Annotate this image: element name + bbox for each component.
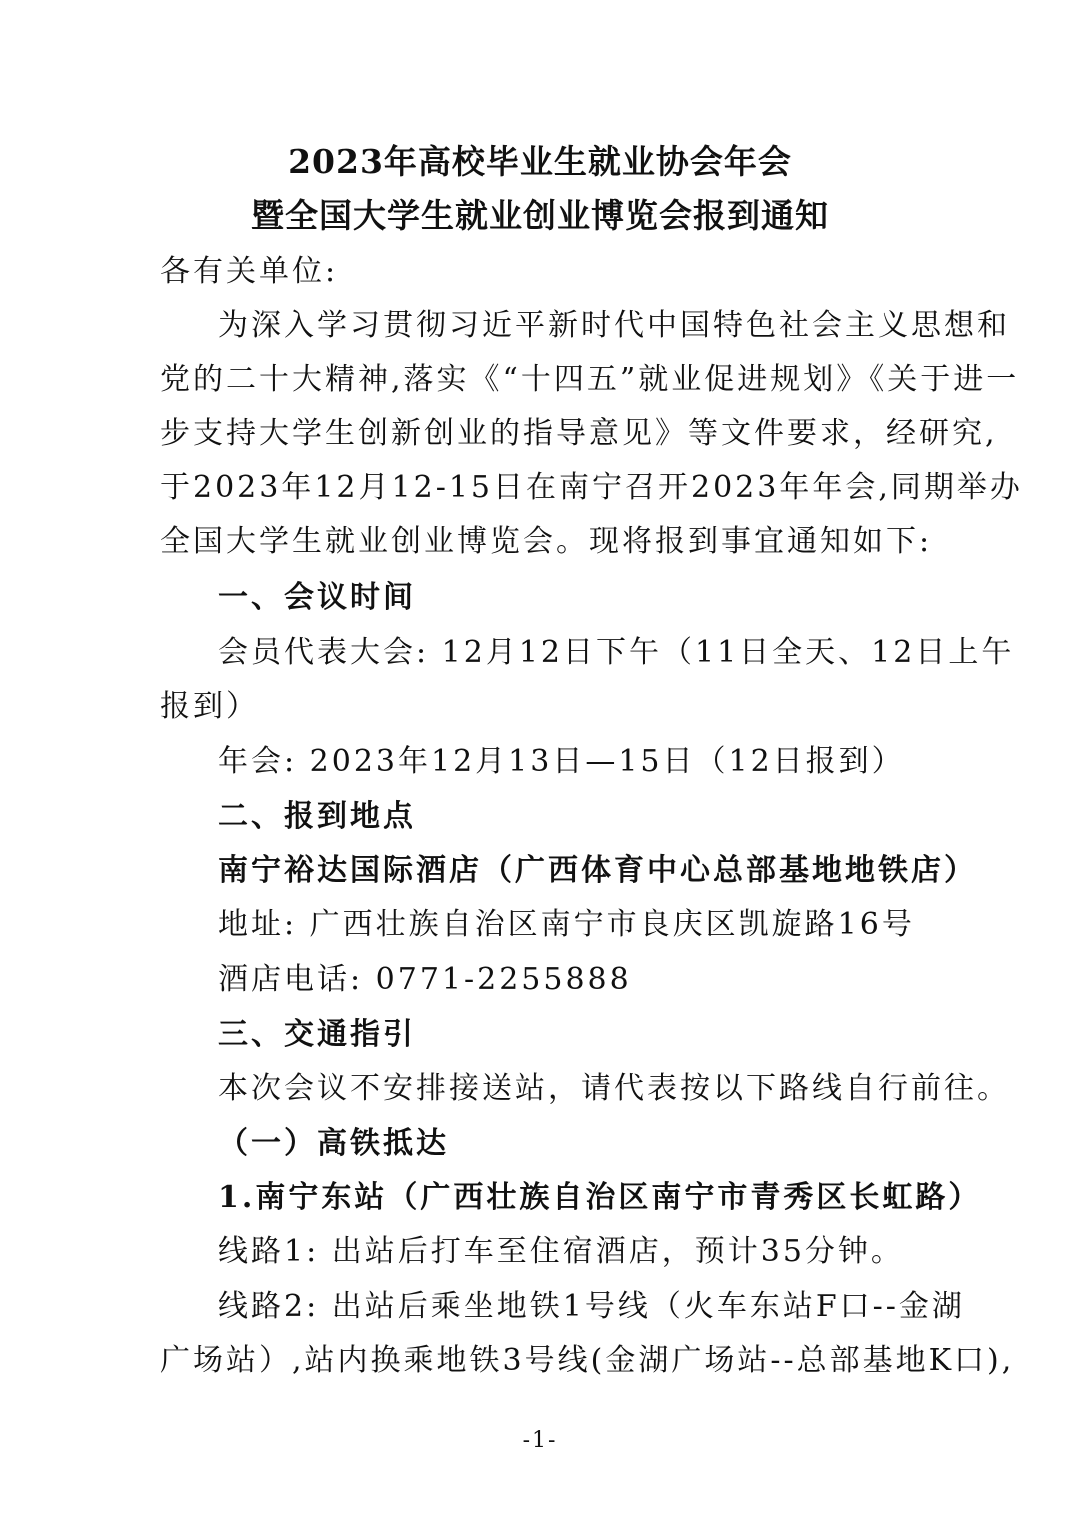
- intro-line-2: 党的二十大精神,落实《“十四五”就业促进规划》《关于进一: [160, 362, 1020, 397]
- transport-note: 本次会议不安排接送站，请代表按以下路线自行前往。: [218, 1071, 1010, 1106]
- section3-heading: 三、交通指引: [218, 1017, 416, 1052]
- intro-line-5: 全国大学生就业创业博览会。现将报到事宜通知如下:: [160, 524, 933, 559]
- section1-line-1: 会员代表大会: 12月12日下午（11日全天、12日上午: [218, 635, 1015, 670]
- route-2-line-1: 线路2: 出站后乘坐地铁1号线（火车东站F口--金湖: [218, 1289, 965, 1324]
- salutation: 各有关单位:: [160, 254, 339, 289]
- section1-line-3: 年会: 2023年12月13日—15日（12日报到）: [218, 744, 905, 779]
- intro-line-3: 步支持大学生创新创业的指导意见》等文件要求，经研究,: [160, 416, 998, 451]
- document-title-line2: 暨全国大学生就业创业博览会报到通知: [251, 196, 829, 235]
- hotel-phone: 酒店电话: 0771-2255888: [218, 962, 632, 997]
- section1-line-2: 报到）: [160, 689, 259, 724]
- route-1: 线路1: 出站后打车至住宿酒店，预计35分钟。: [218, 1234, 904, 1269]
- section1-heading: 一、会议时间: [218, 580, 416, 615]
- page-number: -1-: [522, 1428, 558, 1453]
- intro-line-1: 为深入学习贯彻习近平新时代中国特色社会主义思想和: [218, 308, 1010, 343]
- route-2-line-2: 广场站）,站内换乘地铁3号线(金湖广场站--总部基地K口),: [160, 1343, 1015, 1378]
- station-name: 1.南宁东站（广西壮族自治区南宁市青秀区长虹路）: [218, 1180, 982, 1215]
- hotel-address: 地址: 广西壮族自治区南宁市良庆区凯旋路16号: [218, 907, 915, 942]
- section2-heading: 二、报到地点: [218, 799, 416, 834]
- document-title-line1: 2023年高校毕业生就业协会年会: [288, 142, 792, 181]
- subsection-high-speed-rail: （一）高铁抵达: [218, 1126, 449, 1161]
- intro-line-4: 于2023年12月12-15日在南宁召开2023年年会,同期举办: [160, 470, 1023, 505]
- hotel-name: 南宁裕达国际酒店（广西体育中心总部基地地铁店）: [218, 853, 977, 888]
